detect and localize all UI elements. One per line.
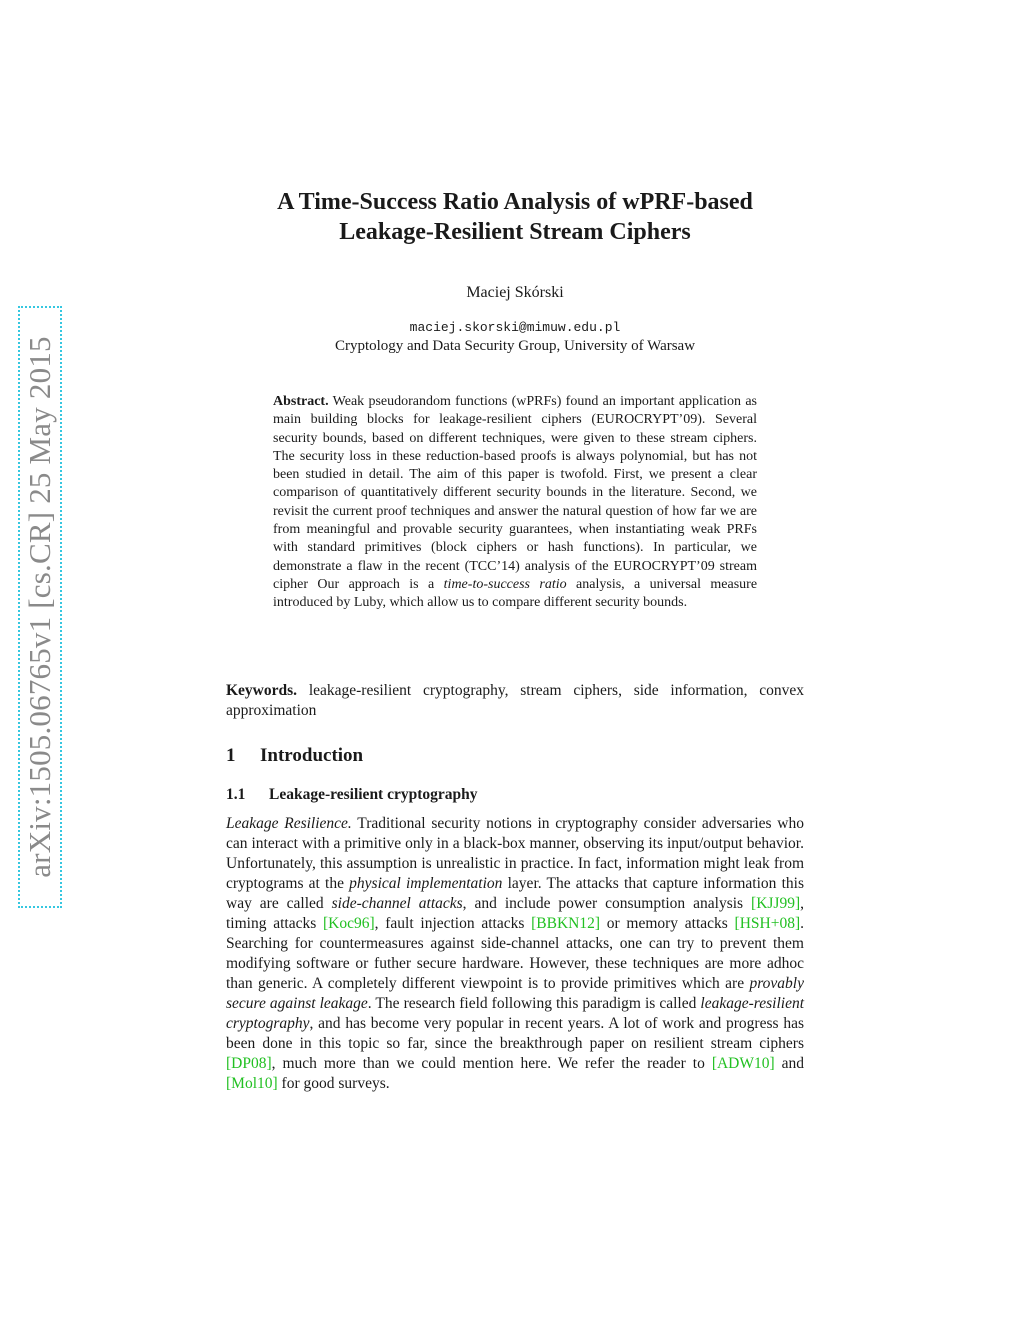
- citation-dp08[interactable]: [DP08]: [226, 1055, 272, 1072]
- keywords-text: leakage-resilient cryptography, stream ciphers, side information, convex approximation: [226, 682, 805, 719]
- citation-kjj99[interactable]: [KJJ99]: [751, 895, 801, 912]
- author-name: Maciej Skórski: [466, 284, 564, 301]
- text-run: . The research field following this paradigm is called: [367, 995, 697, 1012]
- citation-adw10[interactable]: [ADW10]: [711, 1055, 775, 1072]
- keywords-label: Keywords.: [226, 682, 298, 699]
- section-heading: [226, 745, 363, 767]
- emphasis: leakage-resilient cryptography: [226, 995, 805, 1032]
- text-run: layer. The attacks that capture information this way are called: [226, 875, 804, 912]
- citation-mol10[interactable]: [Mol10]: [226, 1075, 278, 1092]
- subsection-title: Leakage-resilient cryptography: [269, 786, 478, 803]
- text-run: , and include power consumption analysis: [462, 895, 744, 912]
- section-title: Introduction: [260, 745, 364, 766]
- abstract-text-1: Weak pseudorandom functions (wPRFs) found an important application as main building blocks for leakage-resilient ciphers (EUROCRYPT’09). Several security bounds, based on different techniques, were given to these stream ciphers. The security loss in these reduction-based proofs is always polynomial, but has not been studied in detail. The aim of this paper is twofold. First, we present a clear comparison of quantitatively different security bounds in the literature. Second, we revisit the current proof techniques and answer the natural question of how far we are from meaningful and provable security guarantees, when instantiating weak PRFs with standard primitives (block ciphers or hash functions). In particular, we demonstrate a flaw in the recent (TCC’14) analysis of the EUROCRYPT’09 stream cipher Our approach is a: [273, 394, 757, 592]
- abstract-italic: time-to-success ratio: [443, 576, 567, 592]
- text-run: , timing attacks: [226, 895, 804, 932]
- title-line-1: A Time-Success Ratio Analysis of wPRF-based: [277, 189, 753, 215]
- text-run: , much more than we could mention here. We refer the reader to: [271, 1055, 705, 1072]
- text-run: , and has become very popular in recent years. A lot of work and progress has been done in this topic so far, since the breakthrough paper on resilient stream ciphers: [226, 1015, 804, 1052]
- text-run: and: [781, 1055, 805, 1072]
- title-line-2: Leakage-Resilient Stream Ciphers: [339, 219, 691, 245]
- subsection-heading: [226, 786, 478, 804]
- subsection-number: 1.1: [226, 786, 246, 803]
- abstract: [273, 393, 757, 613]
- citation-bbkn12[interactable]: [BBKN12]: [531, 915, 601, 932]
- author-email: maciej.skorski@mimuw.edu.pl: [409, 320, 621, 335]
- text-run: for good surveys.: [281, 1075, 390, 1092]
- text-run: . Searching for countermeasures against side-channel attacks, one can try to prevent them modifying software or futher secure hardware. However, these techniques are more adhoc than generic. A completely different viewpoint is to provide primitives which are: [226, 915, 804, 992]
- emphasis: physical implementation: [349, 875, 503, 892]
- abstract-text-2: analysis, a universal measure introduced by Luby, which allow us to compare different security bounds.: [273, 576, 758, 611]
- text-run: Traditional security notions in cryptography consider adversaries who can interact with a primitive only in a black-box manner, observing its input/output behavior. Unfortunately, this assumption is unrealistic in practice. In fact, information might leak from cryptograms at the: [226, 815, 804, 892]
- paragraph-lead: Leakage Resilience.: [226, 815, 352, 832]
- citation-koc96[interactable]: [Koc96]: [322, 915, 375, 932]
- paper-title: [200, 187, 830, 247]
- intro-paragraph: [226, 814, 804, 1094]
- arxiv-identifier: arXiv:1505.06765v1 [cs.CR] 25 May 2015: [22, 336, 57, 878]
- section-number: 1: [226, 745, 236, 766]
- keywords: [226, 681, 804, 721]
- emphasis: provably secure against leakage: [226, 975, 804, 1012]
- emphasis: side-channel attacks: [331, 895, 463, 912]
- author-affiliation: Cryptology and Data Security Group, University of Warsaw: [334, 338, 696, 354]
- text-run: , fault injection attacks: [374, 915, 525, 932]
- text-run: or memory attacks: [606, 915, 728, 932]
- arxiv-stamp: [18, 306, 62, 908]
- abstract-label: Abstract.: [273, 394, 329, 409]
- citation-hsh08[interactable]: [HSH+08]: [734, 915, 801, 932]
